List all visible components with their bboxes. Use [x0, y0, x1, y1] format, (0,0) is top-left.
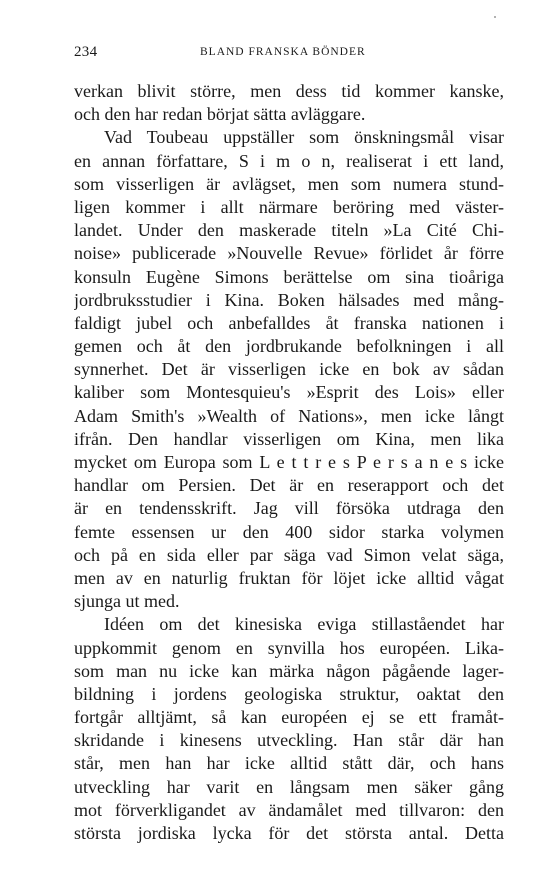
- page-header: [74, 44, 504, 64]
- text-line: handlar om Persien. Det är en reserapport och det: [74, 475, 504, 496]
- running-head: BLAND FRANSKA BÖNDER: [200, 46, 366, 58]
- page-number: 234: [74, 44, 98, 60]
- text-line: landet. Under den maskerade titeln »La Cité Chi-: [74, 220, 504, 241]
- text-line: sjunga ut med.: [74, 591, 180, 612]
- text-line: Vad Toubeau uppställer som önskningsmål visar: [104, 127, 504, 148]
- text-line: en annan författare, S i m o n, realiserat i ett land,: [74, 150, 504, 171]
- text-line: och på en sida eller par säga vad Simon velat säga,: [74, 544, 504, 565]
- text-line: fortgår alltjämt, så kan européen ej se ett framåt-: [74, 707, 504, 728]
- text-line: som man nu icke kan märka någon pågående lager-: [74, 660, 504, 681]
- text-line: uppkommit genom en synvilla hos européen. Lika-: [74, 637, 504, 658]
- text-line: noise» publicerade »Nouvelle Revue» förlidet år förre: [74, 243, 504, 264]
- text-line: verkan blivit större, men dess tid kommer kanske,: [74, 81, 504, 101]
- text-line: ifrån. Den handlar visserligen om Kina, men lika: [74, 428, 504, 449]
- text-line: jordbruksstudier i Kina. Boken hälsades med mång-: [74, 289, 504, 310]
- text-line: konsuln Eugène Simons berättelse om sina tioåriga: [74, 266, 504, 287]
- text-line: faldigt jubel och anbefalldes åt franska nationen i: [74, 312, 504, 333]
- text-line: mycket om Europa som L e t t r e s P e r s a n e s icke: [74, 452, 504, 472]
- text-line: ligen kommer i allt närmare beröring med väster-: [74, 196, 504, 217]
- text-line: och den har redan börjat sätta avläggare.: [74, 104, 366, 125]
- text-line: bildning i jordens geologiska struktur, oaktat den: [74, 683, 504, 704]
- text-line: kaliber som Montesquieu's »Esprit des Lois» eller: [74, 382, 504, 403]
- text-line: men av en naturlig fruktan för löjet icke alltid vågat: [74, 567, 504, 588]
- text-line: som visserligen är avlägset, men som numera stund-: [74, 173, 504, 194]
- text-line: Idéen om det kinesiska eviga stillaståendet har: [104, 614, 504, 635]
- scan-speck: [494, 16, 496, 18]
- text-line: största jordiska lycka för det största antal. Detta: [74, 823, 504, 843]
- text-line: Adam Smith's »Wealth of Nations», men icke långt: [74, 405, 504, 426]
- text-line: femte essensen ur den 400 sidor starka volymen: [74, 521, 504, 542]
- text-line: skridande i kinesens utveckling. Han står där han: [74, 730, 504, 751]
- text-line: gemen och åt den jordbrukande befolkningen i all: [74, 336, 504, 357]
- text-body: [74, 80, 504, 845]
- text-line: står, men han har icke alltid stått där, och hans: [74, 753, 504, 774]
- text-line: mot förverkligandet av ändamålet med tillvaron: den: [74, 799, 504, 820]
- text-line: synnerhet. Det är visserligen icke en bok av sådan: [74, 359, 504, 380]
- text-line: utveckling har varit en långsam men säker gång: [74, 776, 504, 797]
- text-line: är en tendensskrift. Jag vill försöka utdraga den: [74, 498, 504, 519]
